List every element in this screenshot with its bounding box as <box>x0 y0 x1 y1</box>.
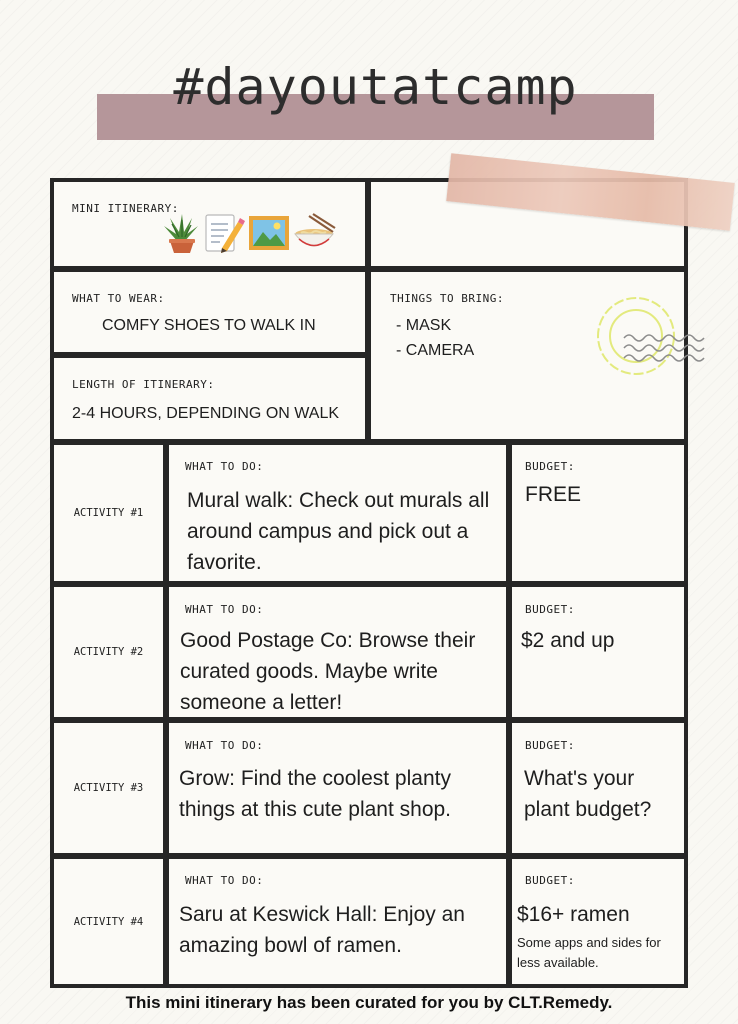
what-to-wear-label: WHAT TO WEAR: <box>72 292 165 305</box>
framed-picture-icon <box>249 216 289 250</box>
memo-icon <box>206 215 245 253</box>
activity-1-label-cell <box>54 445 163 581</box>
plant-icon <box>164 214 198 253</box>
activity-4-todo: Saru at Keswick Hall: Enjoy an amazing bowl of ramen. <box>179 903 465 957</box>
activity-3-todo-cell <box>169 723 506 853</box>
activity-1-budget: FREE <box>525 483 582 506</box>
things-to-bring-label: THINGS TO BRING: <box>390 292 504 305</box>
activity-1-budget-cell <box>512 445 684 581</box>
activity-3-name: ACTIVITY #3 <box>73 782 144 794</box>
activity-3-budget-label: BUDGET: <box>525 739 575 752</box>
activity-4-todo-label: WHAT TO DO: <box>185 874 264 887</box>
length-value: 2-4 HOURS, DEPENDING ON WALK <box>72 405 340 422</box>
mini-itinerary-icons <box>160 212 338 259</box>
activity-4-name: ACTIVITY #4 <box>73 915 144 928</box>
activity-1-todo-label: WHAT TO DO: <box>185 460 264 473</box>
bring-item-mask: - MASK <box>396 317 452 334</box>
activity-4-todo-cell <box>169 859 506 984</box>
page-title: #dayoutatcamp <box>173 58 578 116</box>
footer-credit: This mini itinerary has been curated for you by CLT.Remedy. <box>125 993 613 1012</box>
activity-2-label-cell <box>54 587 163 717</box>
activity-4-budget-cell <box>512 859 684 984</box>
activity-1-todo-cell <box>169 445 506 581</box>
activity-3-todo-label: WHAT TO DO: <box>185 739 264 752</box>
activity-2-budget: $2 and up <box>521 629 615 652</box>
ramen-bowl-icon <box>295 214 335 246</box>
activity-1-todo: Mural walk: Check out murals all around campus and pick out a favorite. <box>187 489 490 574</box>
activity-2-todo-label: WHAT TO DO: <box>185 603 264 616</box>
what-to-wear-value: COMFY SHOES TO WALK IN <box>102 317 316 334</box>
length-label: LENGTH OF ITINERARY: <box>72 378 215 391</box>
activity-2-budget-cell <box>512 587 684 717</box>
activity-2-todo-cell <box>169 587 506 717</box>
bring-item-camera: - CAMERA <box>396 342 475 359</box>
stamp-decoration <box>586 290 726 386</box>
activity-2-todo: Good Postage Co: Browse their curated goods. Maybe write someone a letter! <box>180 629 476 714</box>
activity-4-label-cell <box>54 859 163 984</box>
activity-1-name: ACTIVITY #1 <box>73 507 144 519</box>
mini-itinerary-label: MINI ITINERARY: <box>72 202 179 215</box>
activity-3-budget-cell <box>512 723 684 853</box>
length-cell <box>54 358 365 439</box>
activity-4-budget-label: BUDGET: <box>525 874 575 887</box>
activity-4-budget-note: Some apps and sides for less available. <box>517 935 661 970</box>
activity-1-budget-label: BUDGET: <box>525 460 575 473</box>
activity-2-budget-label: BUDGET: <box>525 603 575 616</box>
activity-3-label-cell <box>54 723 163 853</box>
activity-3-budget: What's your plant budget? <box>524 767 652 821</box>
activity-3-todo: Grow: Find the coolest planty things at this cute plant shop. <box>179 767 452 821</box>
what-to-wear-cell <box>54 272 365 352</box>
activity-2-name: ACTIVITY #2 <box>73 646 144 658</box>
activity-4-budget: $16+ ramen <box>517 903 630 926</box>
